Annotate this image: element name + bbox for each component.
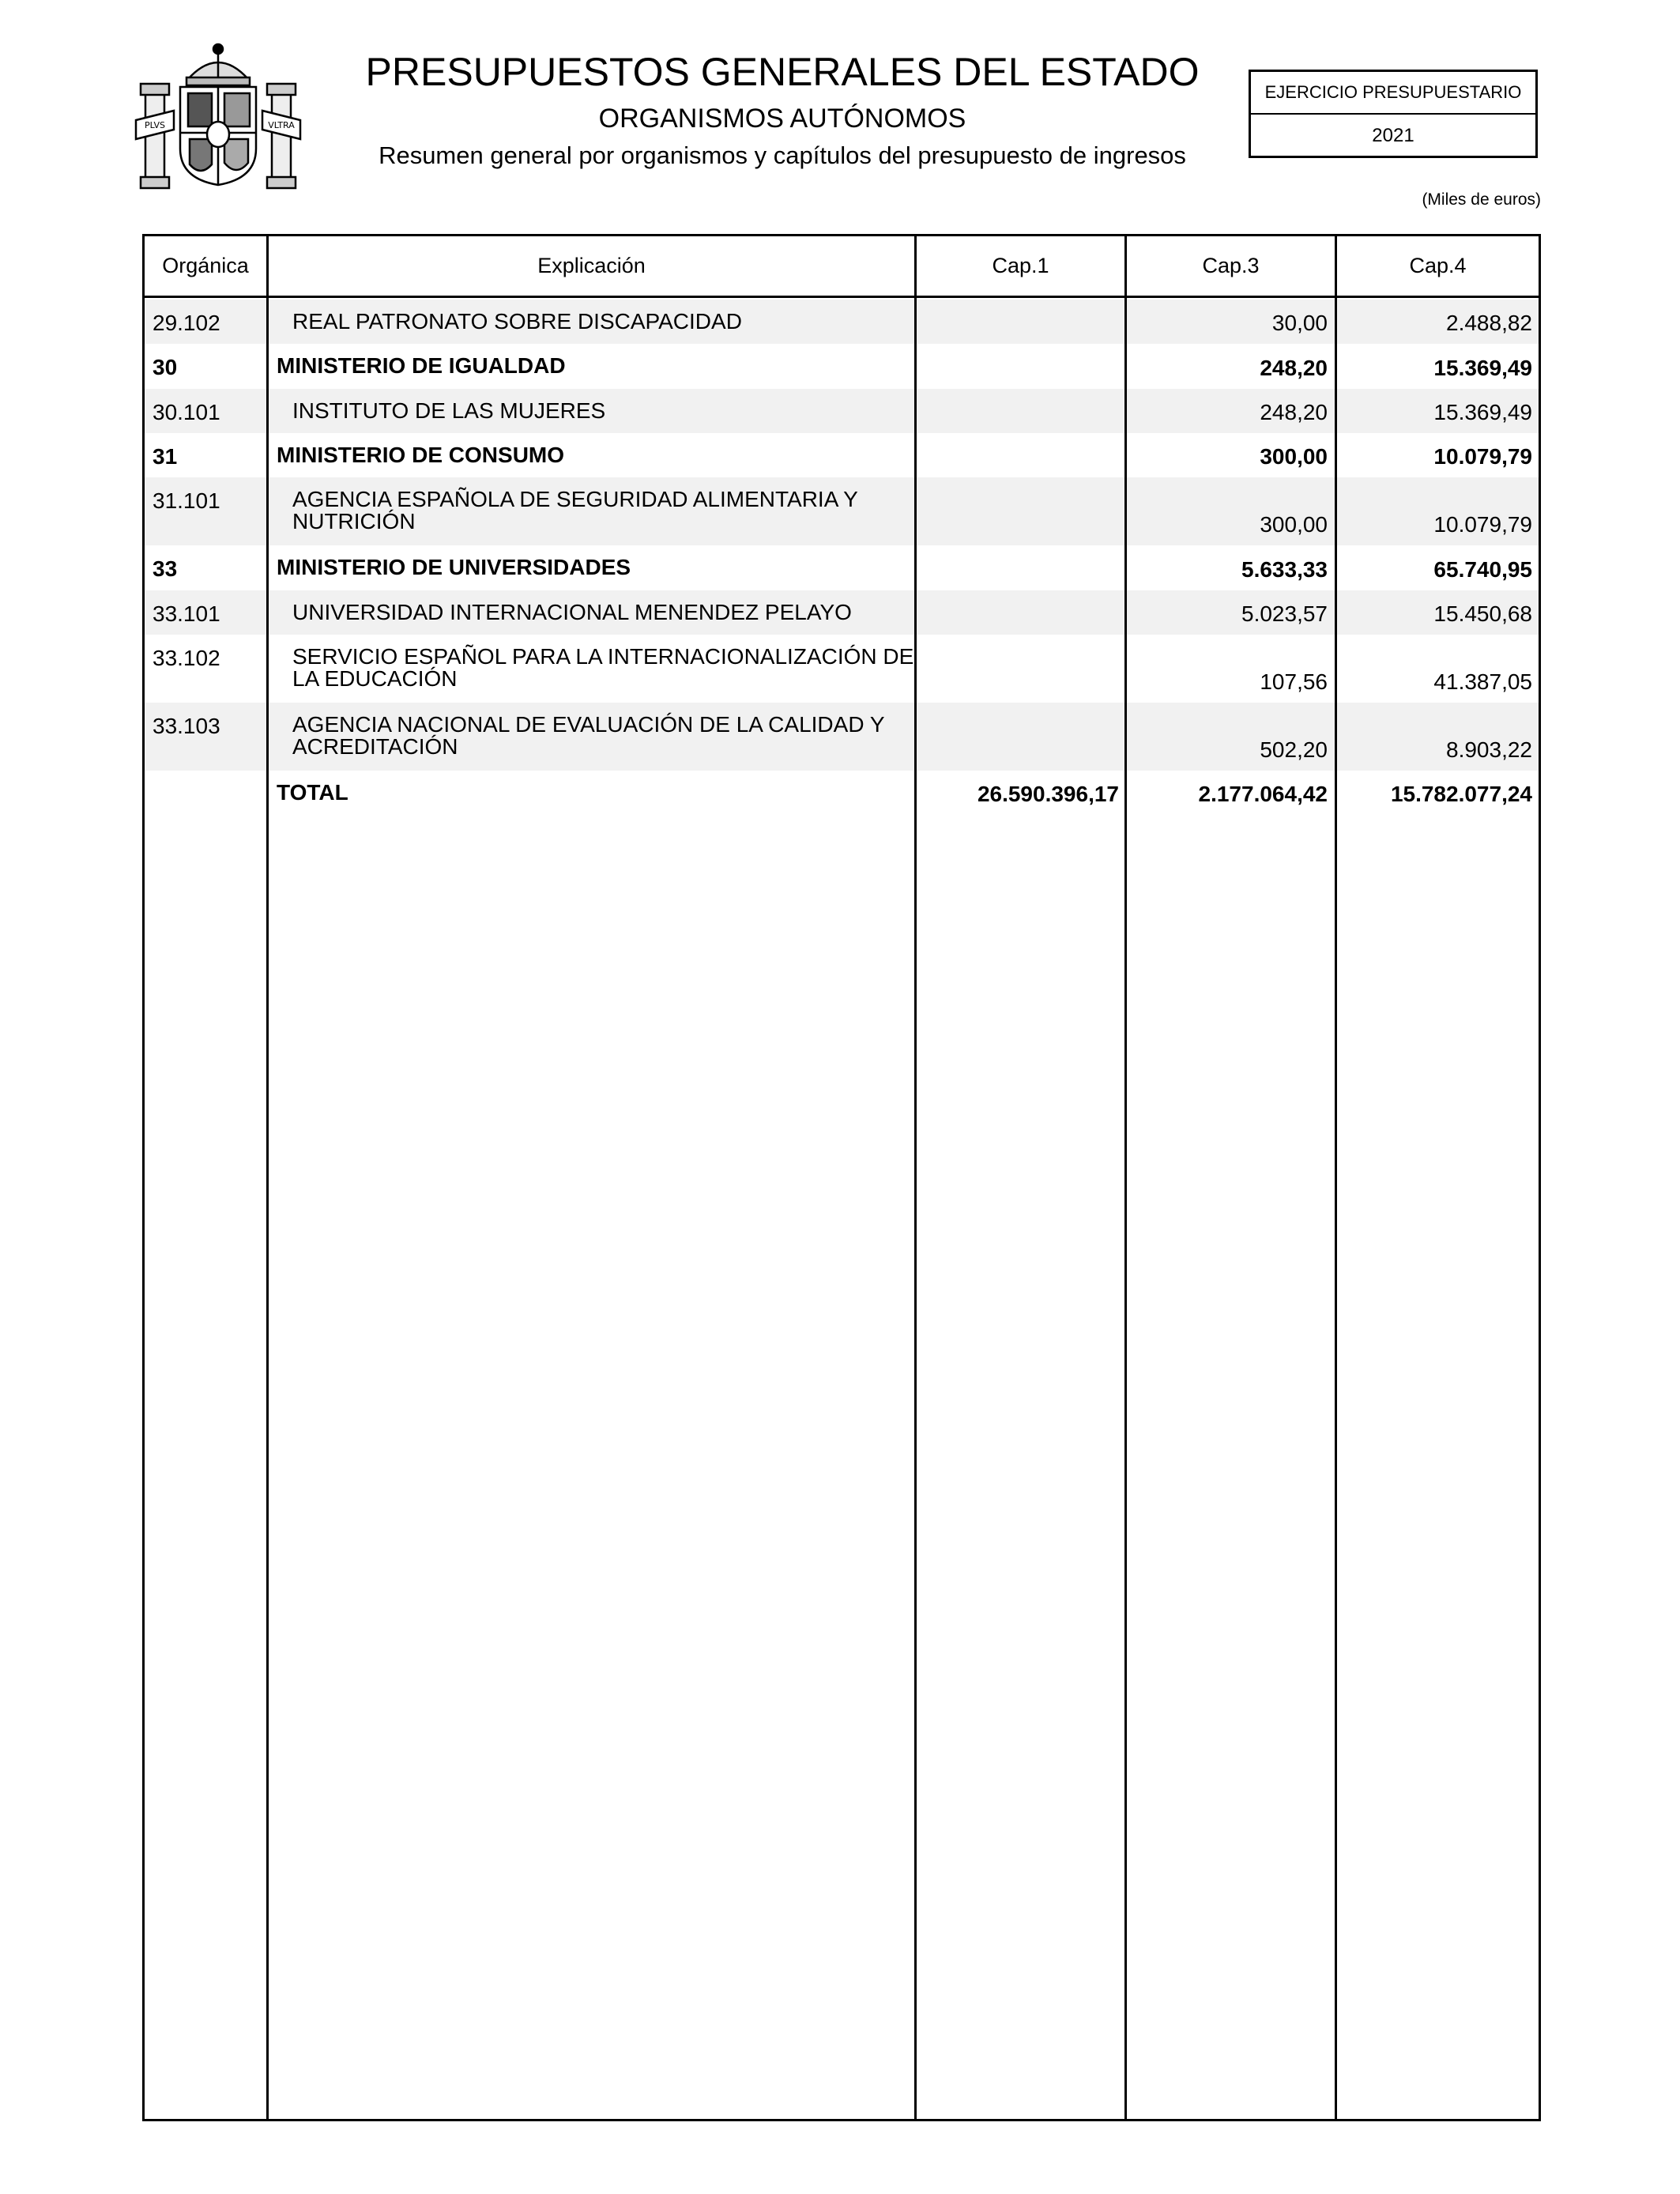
col-header-cap1: Cap.1 [992,254,1049,277]
units-note: (Miles de euros) [1422,190,1541,209]
row-org: 33.101 [153,601,220,626]
row-cap4: 15.782.077,24 [1390,782,1532,806]
crest-motto-left: PLVS [144,120,166,130]
row-cap3: 300,00 [1260,512,1328,537]
row-org: 33.102 [153,646,220,670]
row-org: 29.102 [153,311,220,335]
row-exp: INSTITUTO DE LAS MUJERES [292,398,606,423]
row-cap4: 2.488,82 [1446,311,1532,335]
row-exp: AGENCIA ESPAÑOLA DE SEGURIDAD ALIMENTARIA Y NUTRICIÓN [292,487,858,533]
row-cap3: 2.177.064,42 [1198,782,1328,806]
table-row [145,635,1539,703]
exercise-box [1249,70,1538,158]
exercise-year: 2021 [1372,125,1414,146]
crest-motto-right: VLTRA [268,120,295,130]
table-row [145,433,1539,477]
col-header-cap3: Cap.3 [1202,254,1260,277]
table-row [145,545,1539,590]
row-cap3: 248,20 [1260,356,1328,380]
column-divider [1124,236,1127,2119]
row-org: 30 [153,355,178,379]
row-cap4: 15.369,49 [1433,400,1532,424]
table-row [145,344,1539,389]
budget-table [142,234,1541,2121]
row-cap3: 502,20 [1260,737,1328,762]
row-org: 31 [153,444,178,469]
table-row [145,703,1539,771]
row-cap1: 26.590.396,17 [977,782,1119,806]
row-exp: MINISTERIO DE CONSUMO [277,443,565,467]
column-divider [1335,236,1337,2119]
row-exp: SERVICIO ESPAÑOL PARA LA INTERNACIONALIZACIÓN DE LA EDUCACIÓN [292,644,914,691]
col-header-cap4: Cap.4 [1409,254,1467,277]
row-cap4: 8.903,22 [1446,737,1532,762]
table-row [145,590,1539,635]
exercise-label: EJERCICIO PRESUPUESTARIO [1251,72,1535,115]
row-org: 33.103 [153,714,220,738]
row-exp: MINISTERIO DE IGUALDAD [277,353,566,378]
row-exp: UNIVERSIDAD INTERNACIONAL MENENDEZ PELAYO [292,600,852,624]
page-summary: Resumen general por organismos y capítulos del presupuesto de ingresos [379,141,1186,169]
row-cap4: 10.079,79 [1433,512,1532,537]
row-cap3: 107,56 [1260,669,1328,694]
table-row-total [145,771,1539,815]
row-cap4: 65.740,95 [1433,557,1532,582]
row-cap3: 5.023,57 [1241,601,1328,626]
spain-coat-of-arms-icon [134,38,302,193]
page-subtitle: ORGANISMOS AUTÓNOMOS [598,104,966,134]
row-exp: AGENCIA NACIONAL DE EVALUACIÓN DE LA CALIDAD Y ACREDITACIÓN [292,712,884,759]
table-row [145,300,1539,344]
row-cap4: 15.450,68 [1433,601,1532,626]
col-header-organica: Orgánica [162,254,249,277]
row-cap4: 10.079,79 [1433,444,1532,469]
col-header-explicacion: Explicación [537,254,646,277]
row-org: 33 [153,556,178,581]
table-header [145,236,1539,298]
page-title: PRESUPUESTOS GENERALES DEL ESTADO [365,50,1200,94]
row-org: 30.101 [153,400,220,424]
row-org [153,771,263,782]
row-org: 31.101 [153,488,220,513]
table-row [145,389,1539,433]
row-exp: TOTAL [277,780,348,805]
table-row [145,477,1539,545]
row-cap3: 30,00 [1271,311,1328,335]
row-exp: MINISTERIO DE UNIVERSIDADES [277,555,631,579]
row-exp: REAL PATRONATO SOBRE DISCAPACIDAD [292,309,742,334]
row-cap4: 15.369,49 [1433,356,1532,380]
row-cap3: 300,00 [1260,444,1328,469]
row-cap3: 5.633,33 [1241,557,1328,582]
column-divider [266,236,269,2119]
row-cap4: 41.387,05 [1433,669,1532,694]
row-cap3: 248,20 [1260,400,1328,424]
column-divider [914,236,917,2119]
